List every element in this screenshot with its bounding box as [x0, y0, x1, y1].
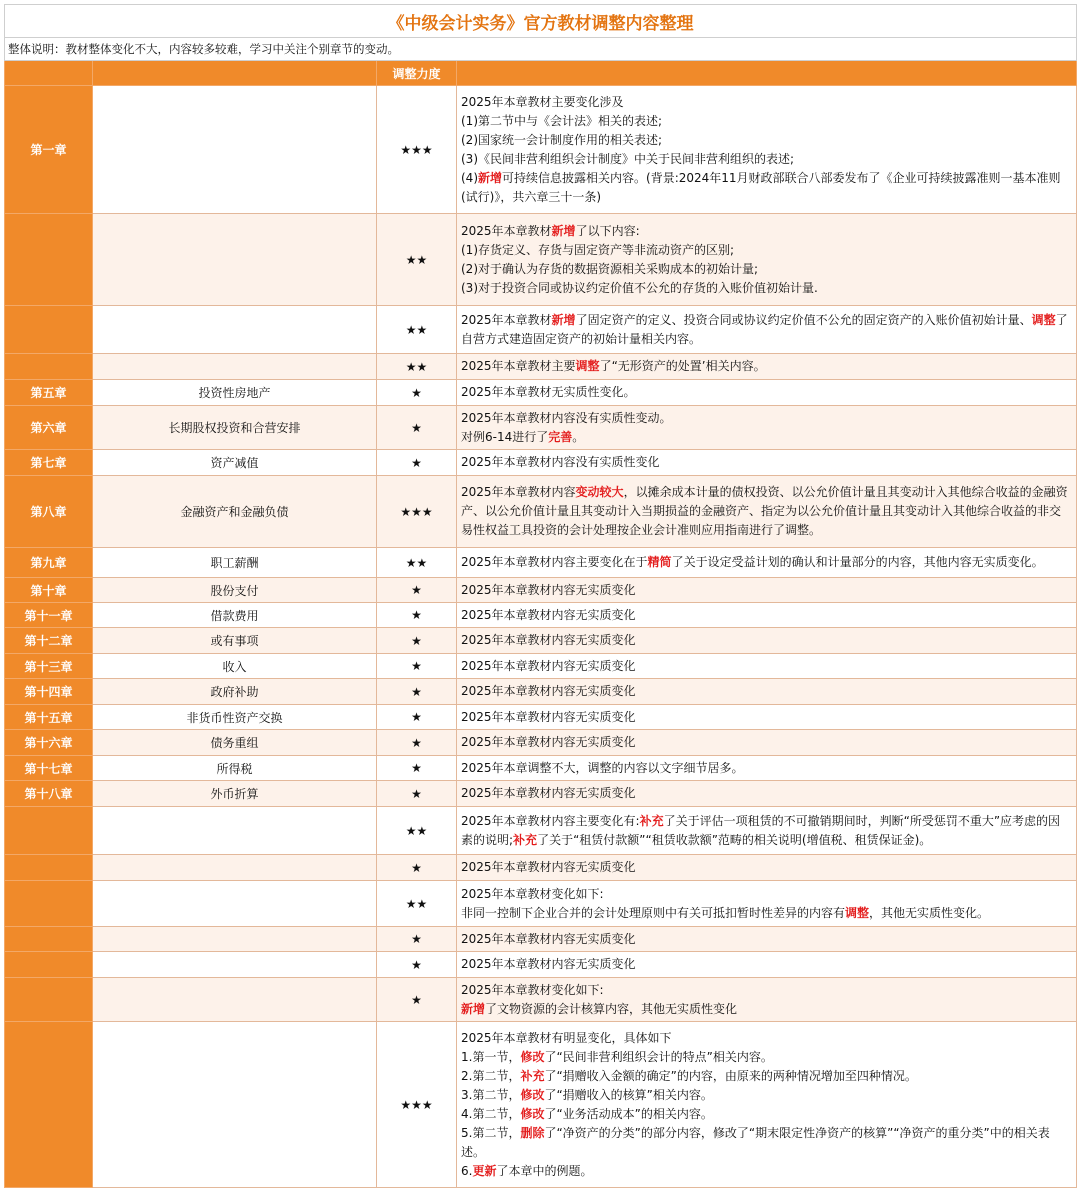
highlight-keyword: 更新: [472, 1163, 497, 1178]
content-line: [461, 241, 1072, 260]
content-text: 了“无形资产的处置’相关内容。: [599, 359, 766, 373]
header-name: [93, 61, 377, 86]
content-line: [461, 279, 1072, 298]
content-line: [461, 428, 1072, 447]
degree-stars: ★: [377, 855, 457, 881]
table-row: [5, 756, 1077, 781]
table-row: [5, 679, 1077, 705]
content-line: [461, 631, 1072, 650]
content-line: [461, 169, 1072, 207]
degree-stars: ★★★: [377, 1022, 457, 1188]
content-text: 4.第二节，: [461, 1106, 521, 1121]
degree-stars: ★: [377, 603, 457, 628]
chapter-cell: [5, 807, 93, 855]
content-text: 3.第二节，: [461, 1087, 521, 1102]
degree-stars: ★★: [377, 354, 457, 380]
degree-stars: ★★: [377, 306, 457, 354]
content-text: 对例6-14进行了: [461, 429, 549, 444]
content-line: [461, 357, 1072, 376]
table-row: [5, 781, 1077, 807]
chapter-cell: 第十六章: [5, 730, 93, 756]
chapter-cell: [5, 306, 93, 354]
content-line: [461, 131, 1072, 150]
content-text: 2025年本章教材内容主要变化在于: [461, 555, 648, 569]
table-row: [5, 855, 1077, 881]
chapter-name-cell: 或有事项: [93, 628, 377, 654]
content-text: 2025年本章教材主要: [461, 359, 576, 373]
chapter-cell: [5, 927, 93, 952]
content-text: 2025年本章教材变化如下:: [461, 982, 604, 997]
change-content-cell: [457, 86, 1077, 214]
change-content-cell: [457, 548, 1077, 578]
content-text: (2)对于确认为存货的数据资源相关采购成本的初始计量;: [461, 261, 759, 276]
degree-stars: ★★: [377, 214, 457, 306]
chapter-name-cell: [93, 86, 377, 214]
content-line: [461, 682, 1072, 701]
chapter-cell: [5, 855, 93, 881]
content-text: ，其他无实质性变化。: [869, 905, 990, 920]
chapter-cell: 第五章: [5, 380, 93, 406]
content-text: 2025年本章教材内容无实质变化: [461, 684, 636, 698]
degree-stars: ★★★: [377, 86, 457, 214]
chapter-cell: 第十四章: [5, 679, 93, 705]
degree-stars: ★: [377, 679, 457, 705]
highlight-keyword: 新增: [461, 1001, 486, 1016]
degree-stars: ★: [377, 756, 457, 781]
content-text: 了“业务活动成本”的相关内容。: [544, 1106, 713, 1121]
adjustment-table: [4, 4, 1077, 1188]
highlight-keyword: 修改: [520, 1049, 545, 1064]
content-line: [461, 260, 1072, 279]
degree-stars: ★: [377, 705, 457, 730]
content-line: [461, 453, 1072, 472]
content-line: [461, 708, 1072, 727]
table-row: [5, 705, 1077, 730]
chapter-name-cell: [93, 927, 377, 952]
highlight-keyword: 修改: [520, 1106, 545, 1121]
chapter-name-cell: 债务重组: [93, 730, 377, 756]
degree-stars: ★: [377, 654, 457, 679]
content-text: 2025年本章教材主要变化涉及: [461, 94, 624, 109]
chapter-name-cell: [93, 354, 377, 380]
chapter-cell: [5, 354, 93, 380]
chapter-name-cell: 借款费用: [93, 603, 377, 628]
content-line: [461, 383, 1072, 402]
table-row: [5, 86, 1077, 214]
degree-stars: ★: [377, 952, 457, 978]
degree-stars: ★: [377, 380, 457, 406]
content-text: 2025年本章调整不大，调整的内容以文字细节居多。: [461, 760, 744, 775]
content-text: 。: [572, 429, 585, 444]
chapter-name-cell: 职工薪酬: [93, 548, 377, 578]
table-row: [5, 380, 1077, 406]
content-text: 了以下内容:: [575, 223, 640, 238]
table-row: [5, 450, 1077, 476]
content-line: [461, 222, 1072, 241]
chapter-name-cell: [93, 952, 377, 978]
content-text: 6.: [461, 1163, 473, 1178]
content-text: 了自营方式建造固定资产的初始计量相关内容。: [461, 312, 1068, 346]
content-text: 2025年本章教材内容无实质变化: [461, 735, 636, 749]
content-text: 2025年本章教材变化如下:: [461, 886, 604, 901]
chapter-cell: 第十八章: [5, 781, 93, 807]
content-text: (3)《民间非营利组织会计制度》中关于民间非营利组织的表述;: [461, 151, 795, 166]
content-line: [461, 1048, 1072, 1067]
table-row: [5, 214, 1077, 306]
content-text: 了“捐赠收入金额的确定”的内容，由原来的两种情况增加至四种情况。: [544, 1068, 917, 1083]
chapter-cell: [5, 952, 93, 978]
content-text: 2025年本章教材内容没有实质性变动。: [461, 410, 672, 425]
change-content-cell: [457, 578, 1077, 603]
table-row: [5, 807, 1077, 855]
content-line: [461, 759, 1072, 778]
degree-stars: ★: [377, 781, 457, 807]
chapter-cell: 第八章: [5, 476, 93, 548]
content-line: [461, 1029, 1072, 1048]
highlight-keyword: 删除: [520, 1125, 545, 1140]
chapter-name-cell: 所得税: [93, 756, 377, 781]
chapter-name-cell: 政府补助: [93, 679, 377, 705]
content-text: 2025年本章教材内容无实质变化: [461, 658, 636, 673]
table-row: [5, 1022, 1077, 1188]
change-content-cell: [457, 978, 1077, 1022]
degree-stars: ★: [377, 628, 457, 654]
degree-stars: ★: [377, 927, 457, 952]
degree-stars: ★★★: [377, 476, 457, 548]
change-content-cell: [457, 679, 1077, 705]
chapter-name-cell: 非货币性资产交换: [93, 705, 377, 730]
table-row: [5, 476, 1077, 548]
table-row: [5, 978, 1077, 1022]
content-line: [461, 606, 1072, 625]
content-text: 了“净资产的分类”的部分内容，修改了“期末限定性净资产的核算”“净资产的重分类”中的相关表述。: [461, 1125, 1050, 1159]
degree-stars: ★★: [377, 807, 457, 855]
change-content-cell: [457, 476, 1077, 548]
chapter-name-cell: 收入: [93, 654, 377, 679]
content-text: 2025年本章教材有明显变化，具体如下: [461, 1030, 672, 1045]
content-line: [461, 657, 1072, 676]
content-line: [461, 150, 1072, 169]
degree-stars: ★: [377, 978, 457, 1022]
table-row: [5, 881, 1077, 927]
table-row: [5, 927, 1077, 952]
chapter-name-cell: 投资性房地产: [93, 380, 377, 406]
content-text: 5.第二节，: [461, 1125, 521, 1140]
degree-stars: ★★: [377, 881, 457, 927]
content-text: ，以摊余成本计量的债权投资、以公允价值计量且其变动计入其他综合收益的金融资产、以公允价值计量且其变动计入当期损益的金融资产、指定为以公允价值计量且其变动计入其他综合收益的非交易性权益工具投资的会计处理按企业会计准则应用指南进行了调整。: [461, 485, 1068, 537]
change-content-cell: [457, 450, 1077, 476]
change-content-cell: [457, 807, 1077, 855]
content-line: [461, 553, 1072, 572]
content-line: [461, 1124, 1072, 1162]
table-row: [5, 406, 1077, 450]
content-text: (3)对于投资合同或协议约定价值不公允的存货的入账价值初始计量.: [461, 280, 818, 295]
content-line: [461, 93, 1072, 112]
highlight-keyword: 调整: [575, 359, 600, 373]
highlight-keyword: 补充: [520, 1068, 545, 1083]
content-line: [461, 930, 1072, 949]
content-text: 了本章中的例题。: [496, 1163, 593, 1178]
chapter-name-cell: [93, 807, 377, 855]
content-line: [461, 1000, 1072, 1019]
table-row: [5, 603, 1077, 628]
content-text: 2025年本章教材内容: [461, 485, 576, 499]
change-content-cell: [457, 855, 1077, 881]
content-text: 了关于设定受益计划的确认和计量部分的内容，其他内容无实质变化。: [671, 555, 1044, 569]
content-text: 了关于“租赁付款额”“租赁收款额”范畴的相关说明(增值税、租赁保证金)。: [537, 832, 932, 847]
summary-note: 整体说明：教材整体变化不大，内容较多较难，学习中关注个别章节的变动。: [5, 38, 1077, 61]
content-text: 2025年本章教材内容无实质变化: [461, 957, 636, 971]
content-line: [461, 1067, 1072, 1086]
table-row: [5, 354, 1077, 380]
chapter-cell: 第十三章: [5, 654, 93, 679]
content-line: [461, 483, 1072, 540]
highlight-keyword: 补充: [639, 813, 664, 828]
change-content-cell: [457, 628, 1077, 654]
chapter-name-cell: 外币折算: [93, 781, 377, 807]
degree-stars: ★: [377, 730, 457, 756]
change-content-cell: [457, 781, 1077, 807]
chapter-name-cell: 长期股权投资和合营安排: [93, 406, 377, 450]
highlight-keyword: 调整: [1031, 312, 1056, 327]
chapter-cell: 第一章: [5, 86, 93, 214]
content-text: 了文物资源的会计核算内容，其他无实质性变化: [485, 1001, 738, 1016]
change-content-cell: [457, 654, 1077, 679]
change-content-cell: [457, 354, 1077, 380]
chapter-cell: 第六章: [5, 406, 93, 450]
content-line: [461, 112, 1072, 131]
content-line: [461, 955, 1072, 974]
header-chapter: [5, 61, 93, 86]
change-content-cell: [457, 756, 1077, 781]
change-content-cell: [457, 705, 1077, 730]
highlight-keyword: 新增: [478, 170, 503, 185]
chapter-cell: 第十章: [5, 578, 93, 603]
change-content-cell: [457, 406, 1077, 450]
content-line: [461, 858, 1072, 877]
content-text: (1)存货定义、存货与固定资产等非流动资产的区别;: [461, 242, 735, 257]
content-line: [461, 1105, 1072, 1124]
content-line: [461, 1086, 1072, 1105]
content-line: [461, 409, 1072, 428]
highlight-keyword: 新增: [551, 312, 576, 327]
content-text: 2025年本章教材内容主要变化有:: [461, 813, 640, 828]
chapter-cell: 第十一章: [5, 603, 93, 628]
change-content-cell: [457, 730, 1077, 756]
page-title: 《中级会计实务》官方教材调整内容整理: [5, 5, 1077, 38]
chapter-cell: [5, 214, 93, 306]
chapter-name-cell: [93, 306, 377, 354]
change-content-cell: [457, 306, 1077, 354]
highlight-keyword: 修改: [520, 1087, 545, 1102]
content-text: 了固定资产的定义、投资合同或协议约定价值不公允的固定资产的入账价值初始计量、: [575, 312, 1032, 327]
content-text: 2025年本章教材: [461, 312, 552, 327]
chapter-name-cell: [93, 978, 377, 1022]
content-line: [461, 904, 1072, 923]
content-text: 2025年本章教材内容无实质变化: [461, 860, 636, 874]
table-row: [5, 628, 1077, 654]
highlight-keyword: 补充: [513, 832, 538, 847]
content-text: 2025年本章教材无实质性变化。: [461, 385, 636, 399]
table-row: [5, 548, 1077, 578]
content-line: [461, 784, 1072, 803]
change-content-cell: [457, 1022, 1077, 1188]
content-text: (4): [461, 170, 478, 185]
table-row: [5, 952, 1077, 978]
content-line: [461, 885, 1072, 904]
content-line: [461, 581, 1072, 600]
content-text: 了“民间非营利组织会计的特点”相关内容。: [544, 1049, 773, 1064]
chapter-cell: [5, 978, 93, 1022]
header-content: [457, 61, 1077, 86]
chapter-name-cell: 股份支付: [93, 578, 377, 603]
content-text: 2025年本章教材内容无实质变化: [461, 633, 636, 647]
change-content-cell: [457, 380, 1077, 406]
content-text: 了关于评估一项租赁的不可撤销期间时，判断“所受惩罚不重大”应考虑的因素的说明;: [461, 813, 1061, 847]
content-line: [461, 981, 1072, 1000]
content-line: [461, 1162, 1072, 1181]
content-text: 2025年本章教材内容无实质变化: [461, 931, 636, 946]
table-row: [5, 730, 1077, 756]
content-text: 2025年本章教材内容无实质变化: [461, 607, 636, 622]
content-line: [461, 311, 1072, 349]
change-content-cell: [457, 952, 1077, 978]
degree-stars: ★★: [377, 548, 457, 578]
content-text: 2.第二节，: [461, 1068, 521, 1083]
content-text: 2025年本章教材内容无实质变化: [461, 709, 636, 724]
chapter-name-cell: [93, 1022, 377, 1188]
chapter-name-cell: [93, 214, 377, 306]
content-text: 2025年本章教材内容无实质变化: [461, 786, 636, 800]
change-content-cell: [457, 881, 1077, 927]
chapter-cell: 第十七章: [5, 756, 93, 781]
table-row: [5, 654, 1077, 679]
content-text: 了“捐赠收入的核算”相关内容。: [544, 1087, 713, 1102]
change-content-cell: [457, 927, 1077, 952]
content-text: 1.第一节，: [461, 1049, 521, 1064]
highlight-keyword: 调整: [845, 905, 870, 920]
chapter-cell: 第十二章: [5, 628, 93, 654]
content-text: (1)第二节中与《会计法》相关的表述;: [461, 113, 663, 128]
degree-stars: ★: [377, 450, 457, 476]
table-header-row: [5, 61, 1077, 86]
chapter-cell: 第七章: [5, 450, 93, 476]
content-text: 2025年本章教材: [461, 223, 552, 238]
content-text: (2)国家统一会计制度作用的相关表述;: [461, 132, 663, 147]
content-text: 非同一控制下企业合并的会计处理原则中有关可抵扣暂时性差异的内容有: [461, 905, 846, 920]
highlight-keyword: 完善: [548, 429, 573, 444]
content-text: 2025年本章教材内容无实质变化: [461, 582, 636, 597]
adjustment-sheet: [4, 4, 1076, 1188]
table-row: [5, 578, 1077, 603]
chapter-name-cell: [93, 855, 377, 881]
content-text: 2025年本章教材内容没有实质性变化: [461, 455, 660, 469]
chapter-cell: 第九章: [5, 548, 93, 578]
chapter-cell: [5, 881, 93, 927]
table-row: [5, 306, 1077, 354]
chapter-name-cell: 金融资产和金融负债: [93, 476, 377, 548]
content-line: [461, 733, 1072, 752]
chapter-name-cell: 资产减值: [93, 450, 377, 476]
highlight-keyword: 新增: [551, 223, 576, 238]
change-content-cell: [457, 603, 1077, 628]
highlight-keyword: 精简: [647, 555, 672, 569]
content-text: 可持续信息披露相关内容。(背景:2024年11月财政部联合八部委发布了《企业可持续披露准则一基本准则(试行)》，共六章三十一条): [461, 170, 1061, 204]
header-degree: 调整力度: [377, 61, 457, 86]
degree-stars: ★: [377, 578, 457, 603]
chapter-cell: 第十五章: [5, 705, 93, 730]
change-content-cell: [457, 214, 1077, 306]
chapter-name-cell: [93, 881, 377, 927]
highlight-keyword: 变动较大: [575, 485, 624, 499]
chapter-cell: [5, 1022, 93, 1188]
degree-stars: ★: [377, 406, 457, 450]
content-line: [461, 812, 1072, 850]
